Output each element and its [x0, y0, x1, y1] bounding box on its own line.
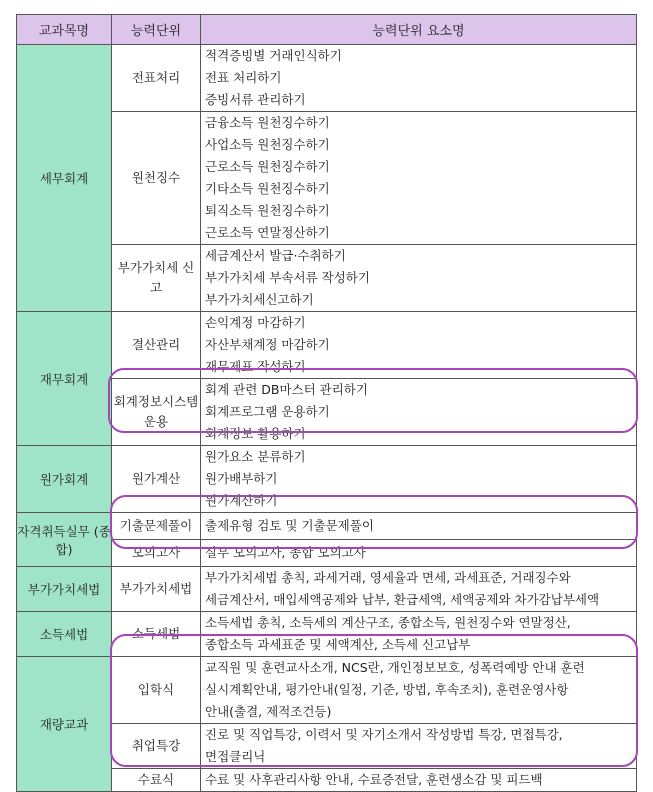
unit-cell: 원가계산: [112, 446, 201, 513]
subject-cell: 원가회계: [17, 446, 112, 513]
element-item: 손익계정 마감하기: [205, 315, 306, 330]
table-row: [17, 513, 637, 540]
element-item: 퇴직소득 원천징수하기: [205, 203, 330, 218]
element-item: 실시계획안내, 평가안내(일정, 기준, 방법, 후속조치), 훈련운영사항: [205, 682, 569, 697]
subject-cell: 자격취득실무 (종합): [17, 513, 112, 567]
elements-cell: [201, 769, 637, 792]
element-item: 종합소득 과세표준 및 세액계산, 소득세 신고납부: [205, 637, 471, 652]
element-item: 안내(출결, 제적조건등): [205, 704, 332, 719]
table-row: [17, 45, 637, 112]
subject-cell: 부가가치세법: [17, 567, 112, 612]
unit-cell: 입학식: [112, 657, 201, 724]
element-item: 부가가치세신고하기: [205, 292, 314, 307]
unit-cell: 취업특강: [112, 724, 201, 769]
header-row: [17, 15, 637, 45]
elements-cell: [201, 312, 637, 379]
unit-cell: 전표처리: [112, 45, 201, 112]
element-item: 부가가치세 부속서류 작성하기: [205, 270, 370, 285]
element-item: 사업소득 원천징수하기: [205, 137, 330, 152]
unit-cell: 부가가치세 신고: [112, 245, 201, 312]
element-item: 원가요소 분류하기: [205, 449, 306, 464]
unit-cell: 회계정보시스템 운용: [112, 379, 201, 446]
unit-cell: 수료식: [112, 769, 201, 792]
element-item: 진로 및 직업특강, 이력서 및 자기소개서 작성방법 특강, 면접특강,: [205, 727, 563, 742]
element-item: 회계 관련 DB마스터 관리하기: [205, 382, 368, 397]
element-item: 전표 처리하기: [205, 70, 282, 85]
subject-cell: 재무회계: [17, 312, 112, 446]
element-item: 기타소득 원천징수하기: [205, 181, 330, 196]
element-item: 근로소득 원천징수하기: [205, 159, 330, 174]
elements-cell: [201, 446, 637, 513]
elements-cell: [201, 612, 637, 657]
unit-cell: 부가가치세법: [112, 567, 201, 612]
element-item: 근로소득 연말정산하기: [205, 225, 330, 240]
element-item: 수료 및 사후관리사항 안내, 수료증전달, 훈련생소감 및 피드백: [205, 772, 543, 787]
elements-cell: [201, 45, 637, 112]
element-item: 회계정보 활용하기: [205, 426, 306, 441]
elements-cell: [201, 567, 637, 612]
table-row: [17, 312, 637, 379]
table-row: [17, 657, 637, 724]
table-row: [17, 567, 637, 612]
element-item: 실무 모의고사, 종합 모의고사: [205, 545, 366, 560]
element-item: 교직원 및 훈련교사소개, NCS란, 개인정보보호, 성폭력예방 안내 훈련: [205, 660, 585, 675]
element-item: 자산부채계정 마감하기: [205, 337, 330, 352]
element-item: 부가가치세법 총칙, 과세거래, 영세율과 면세, 과세표준, 거래징수와: [205, 570, 571, 585]
elements-cell: [201, 540, 637, 567]
unit-cell: 원천징수: [112, 112, 201, 245]
element-item: 출제유형 검토 및 기출문제풀이: [205, 518, 374, 533]
table-row: [17, 612, 637, 657]
unit-cell: 기출문제풀이: [112, 513, 201, 540]
elements-cell: [201, 112, 637, 245]
element-item: 회계프로그램 운용하기: [205, 404, 330, 419]
subject-cell: 소득세법: [17, 612, 112, 657]
table-body: [17, 45, 637, 792]
elements-cell: [201, 657, 637, 724]
curriculum-table: [16, 14, 637, 792]
element-item: 면접클리닉: [205, 749, 266, 764]
element-item: 원가계산하기: [205, 493, 278, 508]
element-item: 적격증빙별 거래인식하기: [205, 48, 342, 63]
element-item: 재무제표 작성하기: [205, 359, 306, 374]
elements-cell: [201, 245, 637, 312]
subject-cell: 세무회계: [17, 45, 112, 312]
element-item: 금융소득 원천징수하기: [205, 115, 330, 130]
table-row: [17, 446, 637, 513]
header-elements: 능력단위 요소명: [201, 15, 637, 45]
element-item: 세금계산서, 매입세액공제와 납부, 환급세액, 세액공제와 차가감납부세액: [205, 592, 600, 607]
element-item: 세금계산서 발급·수취하기: [205, 248, 346, 263]
element-item: 원가배부하기: [205, 471, 278, 486]
elements-cell: [201, 513, 637, 540]
subject-cell: 재량교과: [17, 657, 112, 792]
element-item: 증빙서류 관리하기: [205, 92, 306, 107]
header-subject: 교과목명: [17, 15, 112, 45]
elements-cell: [201, 379, 637, 446]
elements-cell: [201, 724, 637, 769]
unit-cell: 소득세법: [112, 612, 201, 657]
header-unit: 능력단위: [112, 15, 201, 45]
unit-cell: 모의고사: [112, 540, 201, 567]
element-item: 소득세법 총칙, 소득세의 계산구조, 종합소득, 원천징수와 연말정산,: [205, 615, 571, 630]
unit-cell: 결산관리: [112, 312, 201, 379]
